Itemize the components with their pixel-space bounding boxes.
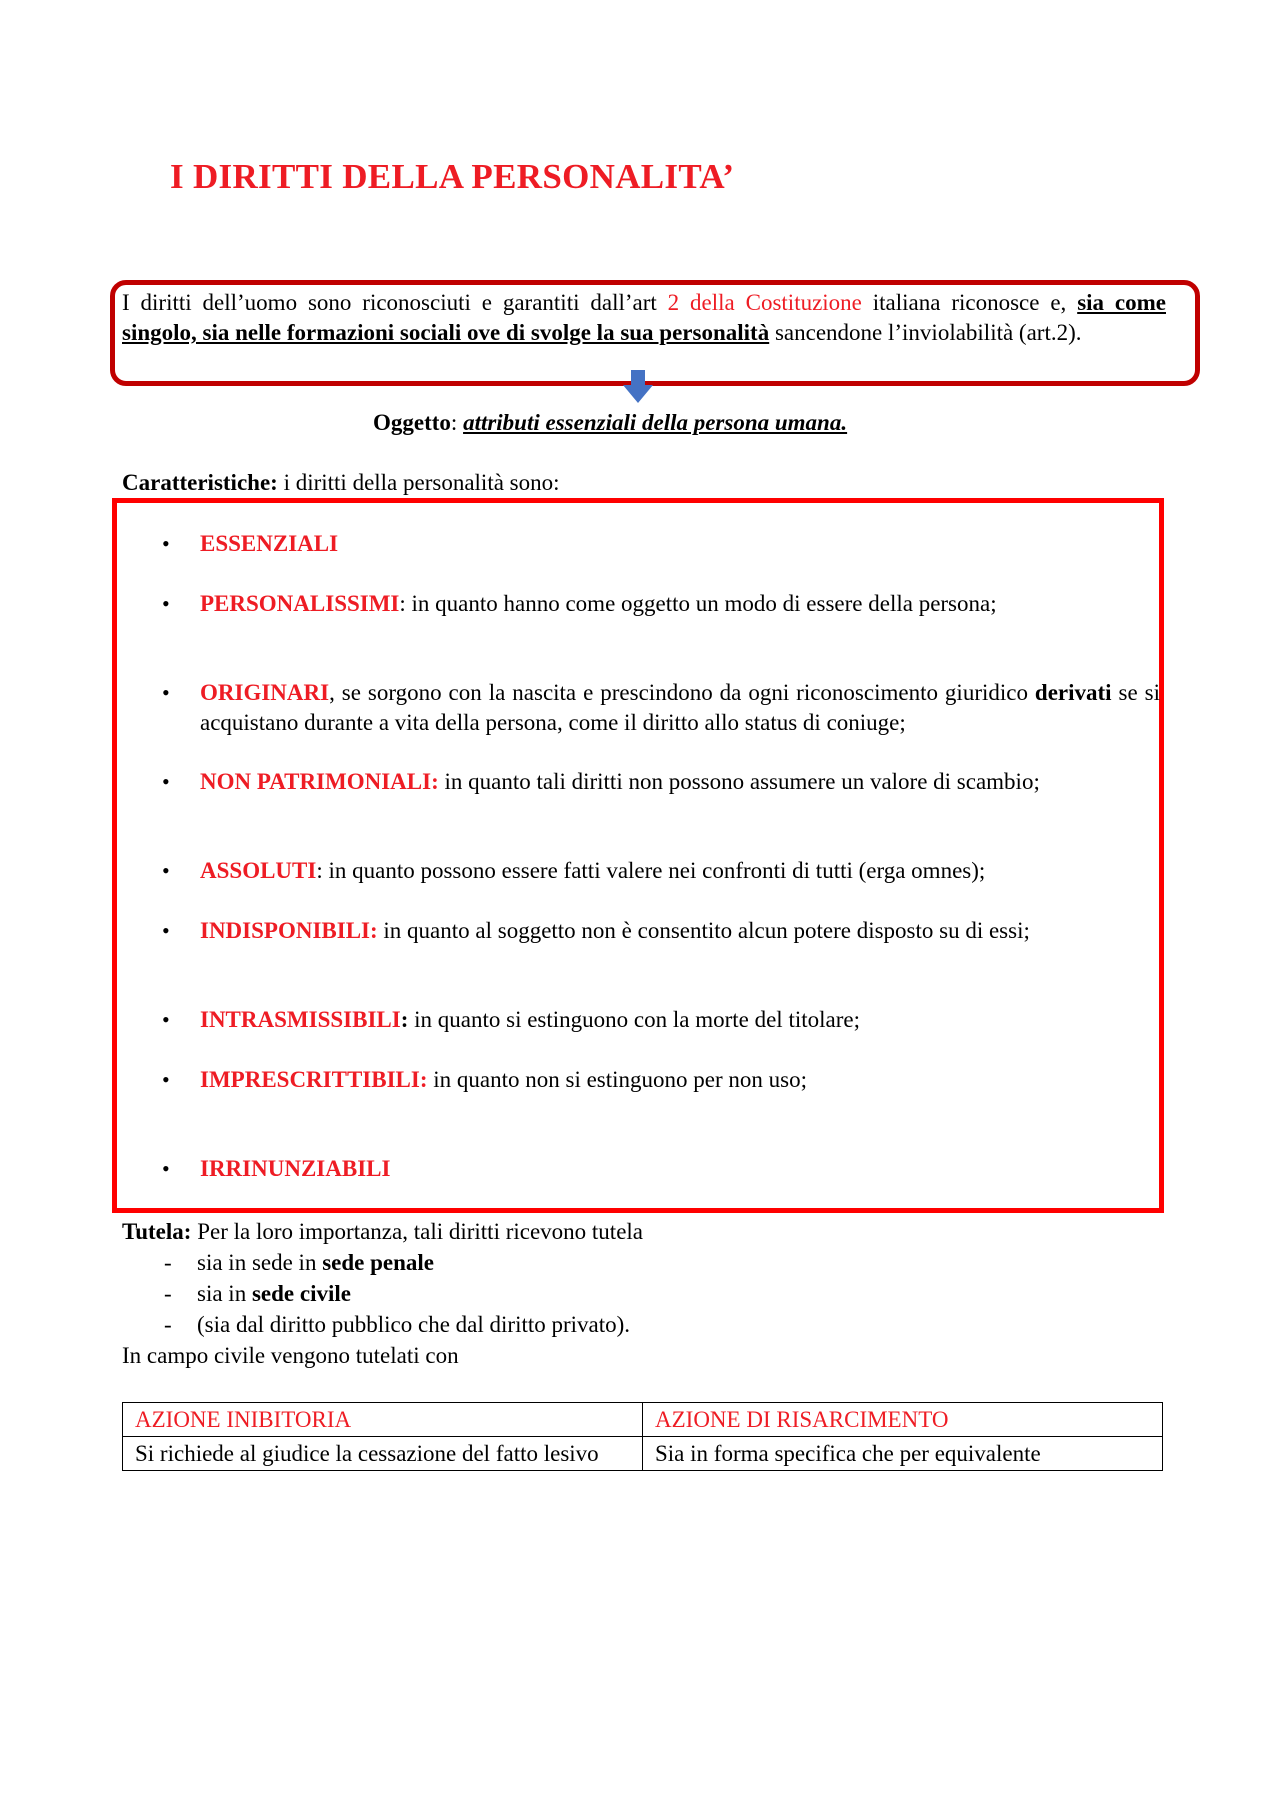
table-header-cell: AZIONE INIBITORIA [123,1403,643,1437]
down-arrow-icon [623,370,653,404]
caratteristiche-heading: Caratteristiche: i diritti della personalità sono: [122,470,560,495]
bullet-icon: • [162,858,170,883]
table-cell: Sia in forma specifica che per equivalente [643,1437,1163,1471]
tutela-section [122,1216,643,1371]
tutela-item: - sia in sede in sede penale [164,1250,435,1275]
table-cell: Si richiede al giudice la cessazione del fatto lesivo [123,1437,643,1471]
oggetto-value: attributi essenziali della persona umana. [463,410,848,435]
intro-emphasis: sia come singolo, sia nelle formazioni sociali ove di svolge la sua personalità [122,290,1166,345]
bullet-icon: • [162,531,170,556]
bullet-icon: • [162,1156,170,1181]
tutela-item: - (sia dal diritto pubblico che dal diritto privato). [164,1312,631,1337]
campo-civile-text: In campo civile vengono tutelati con [122,1343,459,1368]
table-header-row [123,1403,1163,1437]
intro-paragraph: I diritti dell’uomo sono riconosciuti e garantiti dall’art 2 della Costituzione italiana riconosce e, sia come singolo, sia nelle formazioni sociali ove di svolge la sua personalità sancendone l’inviolabilità (art.2). [122,290,1166,345]
bullet-icon: • [162,1067,170,1092]
azioni-table [122,1402,1163,1471]
tutela-heading: Tutela: Per la loro importanza, tali diritti ricevono tutela [122,1219,644,1244]
bullet-icon: • [162,1007,170,1032]
tutela-item: - sia in sede civile [164,1281,351,1306]
bullet-icon: • [162,680,170,705]
page-title: I DIRITTI DELLA PERSONALITA’ [170,157,735,196]
bullet-icon: • [162,769,170,794]
bullet-icon: • [162,591,170,616]
oggetto-line: Oggetto: attributi essenziali della persona umana. [373,410,848,435]
constitution-reference: 2 della Costituzione [667,290,862,315]
table-row [123,1437,1163,1471]
bullet-icon: • [162,918,170,943]
table-header-cell: AZIONE DI RISARCIMENTO [643,1403,1163,1437]
